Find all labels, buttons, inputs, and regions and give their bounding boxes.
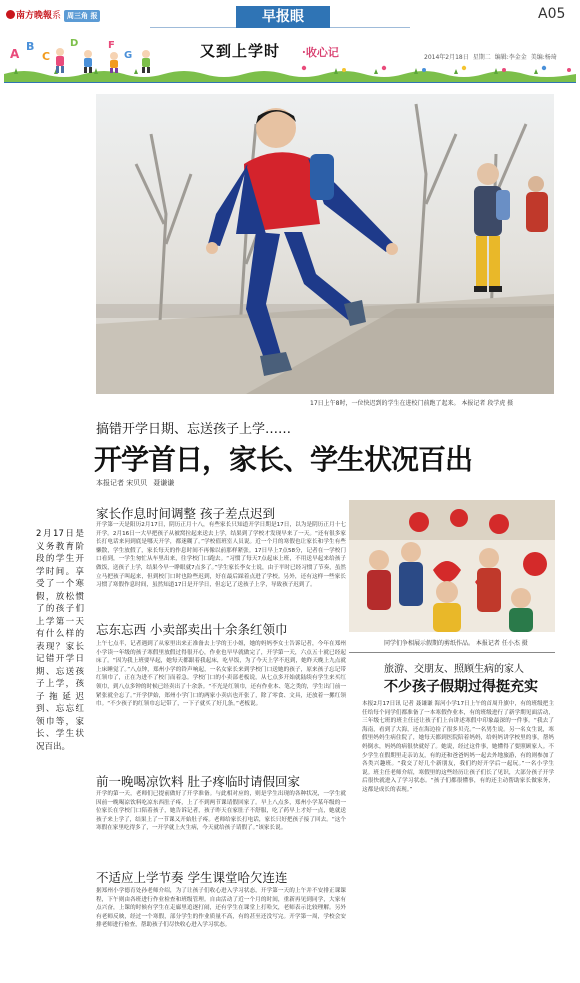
logo-suffix: 系 [52,11,62,21]
article-kicker: 搞错开学日期、忘送孩子上学…… [96,422,292,437]
hero-photo [96,94,554,394]
article-byline [96,478,180,488]
logo-text: 南方晚報 [16,11,53,21]
side-story-body: 本报2月17日讯 记者 聂谦谦 海河小学17日上午的首周升旗中，有的班级把主任给每个同学们都准备了一本寒假作业本，有的班级进行了新学期见面活动，三年级七班的班主任还让孩子们上台讲述寒假中印象最深的一件事。“我去了海南，看到了大海，还在海边捡了很多贝壳。”一名男生说。另一名女生说，寒假里妈妈生病住院了，她每天都到医院陪着妈妈，给妈妈讲学校里的事，帮妈妈倒水，妈妈的病很快就好了。她说，经过这件事，她懂得了要照顾家人。不少学生在假期里走亲访友，有的还和爸爸妈妈一起去外地旅游，有的则参加了各类兴趣班。“我交了好几个新朋友，我们约好开学后一起玩。”一名小学生说。班主任老师介绍，寒假里的这些经历让孩子们长了见识，大部分孩子开学后很快就进入了学习状态。“孩子们都很懂事，有的还主动帮助家长做家务，这都是成长的表现。” [362,701,554,793]
svg-text:A: A [10,47,20,61]
section-heading: 不适应上学节奏 学生课堂哈欠连连 [96,870,288,885]
hero-caption: 17日上午8时，一位快迟到的学生在进校门前跑了起来。 本报记者 段学虎 摄 [310,400,514,407]
article-headline: 开学首日，家长、学生状况百出 [94,443,473,476]
issue-editor: 编辑:李金金 [494,54,527,61]
banner-title: 又到上学时 [200,42,281,60]
svg-text:D: D [70,38,79,49]
issue-designer: 美编:杨琦 [530,54,557,61]
section-body: 开学第一天是阳历2月17日，阴历正月十八，有些家长只知道开学日期是17日，以为是阴历正月十七开学。2月16日一大早把孩子从被窝拉起来送去上学，结果到了学校才发现早来了一天。“还有很多家长打电话来问到底是哪天开学，都迷糊了。”学校值班室人员说。近一个月的寒假也让家长和学生有些懒散，学生放假了，家长每天的作息时间不再像以前那样紧张。17日早上7点58分，记者在一学校门口看到，一学生匆忙从车里出来，往学校门口跑去。“习惯了每天7点起床上班，不用送早起来给孩子做饭，送孩子上学，结果今早一睁眼就7点多了。”学生家长李女士说，由于平时已经习惯了节奏，虽然立马把孩子叫起来，但到校门口时也险些迟到，好在最后踩着点进了学校。另外，还有这样一些家长习惯了寒假作息时间，虽然知道17日是开学日，但忘记了送孩子上学，导致孩子迟到了。 [96,522,346,589]
papercut-caption: 同学们争相展示假期的剪纸作品。 本报记者 任小杰 摄 [384,640,528,647]
section-heading: 家长作息时间调整 孩子差点迟到 [96,506,275,521]
section-body: 上午七点半，记者遇到了从家里出来正准备去上学的王小姐，她的妈妈李女士告诉记者，今年在郑州小学读一年级的孩子寒假里放假过得很开心，作业也早早就做完了，开学第一天，六点五十就已经起床了。“因为我上班要早起，她每天都跟着我起床，吃早饭，为了今天上学不迟到，她昨天晚上九点就上床睡觉了。”八点钟，郑州小学的铃声响起，一名女家长来到学校门口送她的孩子，原来孩子忘记带红领巾了，正在为进不了校门而着急。学校门口的小卖部老板说，从七点多开始就陆续有学生来买红领巾，到八点多钟的时候已经卖出了十余条。“不光是红领巾，还有作业本、笔之类的，学生出门前一紧张就全忘了。”开学伊始，郑州小学门口的两家小卖店也开张了，除了零食、文具，还放着一摞红领巾。“不少孩子的红领巾忘记带了，一下子就买了好几条。”老板说。 [96,641,346,708]
page-number: A05 [538,6,566,22]
svg-text:B: B [26,40,35,53]
svg-text:C: C [42,50,51,63]
byline-reporter-2: 聂谦谦 [153,479,175,487]
issue-weekday: 星期二 [472,54,491,61]
banner-subtitle: ·收心记 [302,46,339,59]
issue-meta [424,52,561,61]
papercut-photo [349,500,555,632]
svg-text:G: G [124,50,133,61]
newspaper-logo [6,8,100,22]
banner-divider [4,82,576,83]
section-heading: 前一晚喝凉饮料 肚子疼临时请假回家 [96,774,300,789]
section-band: 早报眼 [236,6,330,28]
issue-date: 2014年2月18日 [424,54,469,61]
byline-reporter-1: 本报记者 宋贝贝 [96,479,148,487]
side-story-divider [349,652,555,653]
lead-summary: 2月17日是义务教育阶段的学生开学时间。享受了一个寒假，放松惯了的孩子们上学第一天有什么样的表现？家长记错开学日期、忘送孩子上学，孩子拖延迟到、忘忘红领巾等，家长、学生状况百出。 [36,529,84,752]
section-heading: 忘东忘西 小卖部卖出十余条红领巾 [96,622,288,637]
side-story-kicker: 旅游、交朋友、照顾生病的家人 [384,664,524,675]
logo-tag: 周三角 报 [64,10,100,22]
svg-text:F: F [108,40,115,51]
section-body: 开学的第一天，老师们已提前做好了开学准备。与此相对应的，则是学生出现的各种状况，一学生就因前一晚喝凉饮料吃凉东西肚子疼，上了不到两节课请假回家了。早上八点多，郑州小学某年级的一位家长在学校门口陪着孩子，她告诉记者，孩子昨天在家肚子不舒服，吃了药早上才好一点，她就送孩子来上学了，结果上了一节课又开始肚子疼。老师给家长打电话，家长只好把孩子接了回去。“这个寒假在家里吃得多了，一开学就上火生病，今天就给孩子请假了。”该家长说。 [96,791,346,832]
logo-ball-icon [6,10,15,19]
section-body: 据郑州小学德育处孙老师介绍，为了让孩子们收心进入学习状态，开学第一天的上午并不安排正课课程，下午则由各班进行作业检查和班级管理。自由活动了近一个月的时间，重新再见到同学，大家有点兴奋，上课的时候有学生在走廊里追逐打闹，还有学生在课堂上打哈欠，老师表示比较理解。另外有老师反映，经过一个寒假，部分学生的作业质量不高，有的甚至还没写完。开学第一周，学校会安排老师进行检查，帮助孩子们尽快收心进入学习状态。 [96,888,346,929]
side-story-headline: 不少孩子假期过得挺充实 [384,679,538,695]
